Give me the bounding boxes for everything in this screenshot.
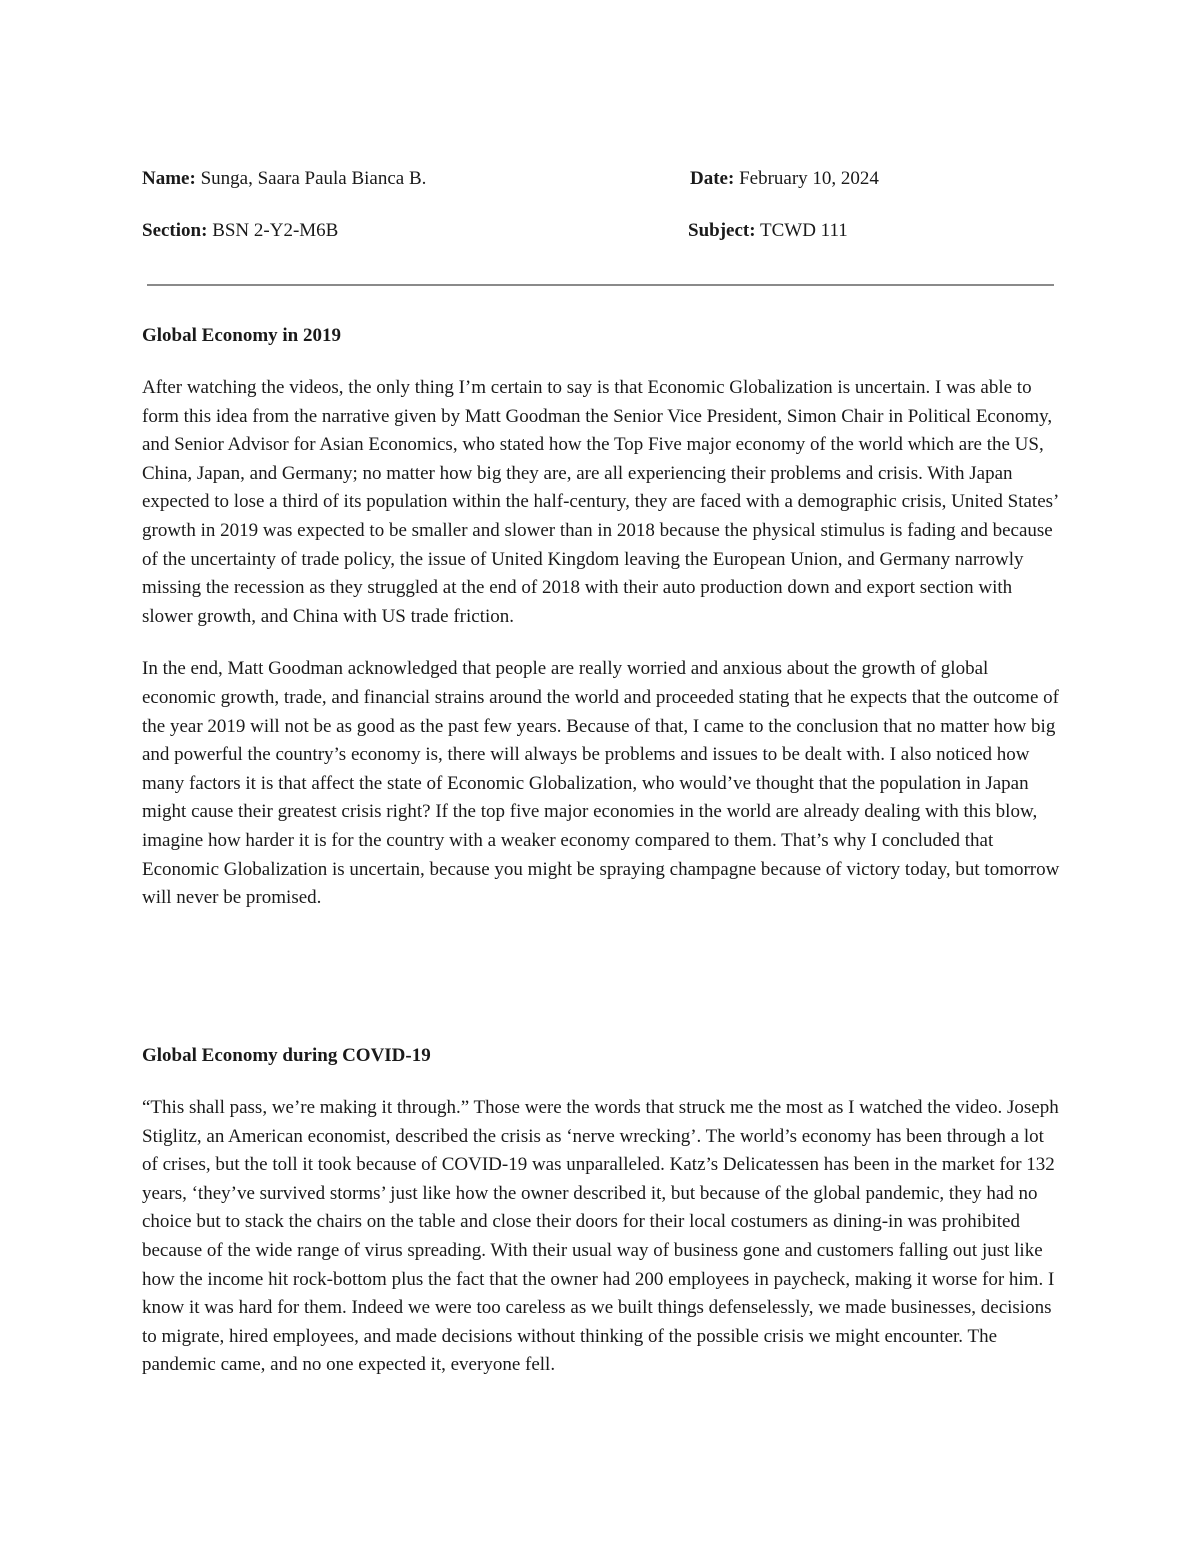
section-heading: Global Economy during COVID-19 — [142, 1045, 431, 1066]
date-field — [690, 167, 879, 191]
section-value: BSN 2-Y2-M6B — [212, 220, 339, 241]
section-heading: Global Economy in 2019 — [142, 325, 341, 346]
section-global-economy-covid — [142, 1044, 1064, 1380]
body-paragraph: After watching the videos, the only thing I’m certain to say is that Economic Globalization is uncertain. I was able to form this idea from the narrative given by Matt Goodman the Senior Vice President, Simon Chair in Political Economy, and Senior Advisor for Asian Economics, who stated how the Top Five major economy of the world which are the US, China, Japan, and Germany; no matter how big they are, are all experiencing their problems and crisis. With Japan expected to lose a third of its population within the half-century, they are faced with a demographic crisis, United States’ growth in 2019 was expected to be smaller and slower than in 2018 because the physical stimulus is fading and because of the uncertainty of trade policy, the issue of United Kingdom leaving the European Union, and Germany narrowly missing the recession as they struggled at the end of 2018 with their auto production down and export section with slower growth, and China with US trade friction. — [142, 377, 1058, 627]
section-label: Section: — [142, 220, 208, 241]
section-field — [142, 219, 338, 243]
section-global-economy-2019 — [142, 324, 1064, 913]
subject-value: TCWD 111 — [759, 220, 848, 241]
body-paragraph: “This shall pass, we’re making it through.” Those were the words that struck me the most as I watched the video. Joseph Stiglitz, an American economist, described the crisis as ‘nerve wrecking’. The world’s economy has been through a lot of crises, but the toll it took because of COVID-19 was unparalleled. Katz’s Delicatessen has been in the market for 132 years, ‘they’ve survived storms’ just like how the owner described it, but because of the global pandemic, they had no choice but to stack the chairs on the table and close their doors for their local costumers as dining-in was prohibited because of the wide range of virus spreading. With their usual way of business gone and customers falling out just like how the income hit rock-bottom plus the fact that the owner had 200 employees in paycheck, making it worse for him. I know it was hard for them. Indeed we were too careless as we built things defenselessly, we made businesses, decisions to migrate, hired employees, and made decisions without thinking of the possible crisis we might encounter. The pandemic came, and no one expected it, everyone fell. — [142, 1097, 1059, 1376]
subject-label: Subject: — [688, 220, 756, 241]
date-value: February 10, 2024 — [739, 168, 879, 189]
name-field — [142, 167, 426, 191]
name-value: Sunga, Saara Paula Bianca B. — [200, 168, 427, 189]
name-label: Name: — [142, 168, 196, 189]
date-label: Date: — [690, 168, 735, 189]
subject-field — [688, 219, 848, 243]
header-divider — [147, 284, 1054, 286]
body-paragraph: In the end, Matt Goodman acknowledged that people are really worried and anxious about the growth of global economic growth, trade, and financial strains around the world and proceeded stating that he expects that the outcome of the year 2019 will not be as good as the past few years. Because of that, I came to the conclusion that no matter how big and powerful the country’s economy is, there will always be problems and issues to be dealt with. I also noticed how many factors it is that affect the state of Economic Globalization, who would’ve thought that the population in Japan might cause their greatest crisis right? If the top five major economies in the world are already dealing with this blow, imagine how harder it is for the country with a weaker economy compared to them. That’s why I concluded that Economic Globalization is uncertain, because you might be spraying champagne because of victory today, but tomorrow will never be promised. — [142, 658, 1060, 909]
